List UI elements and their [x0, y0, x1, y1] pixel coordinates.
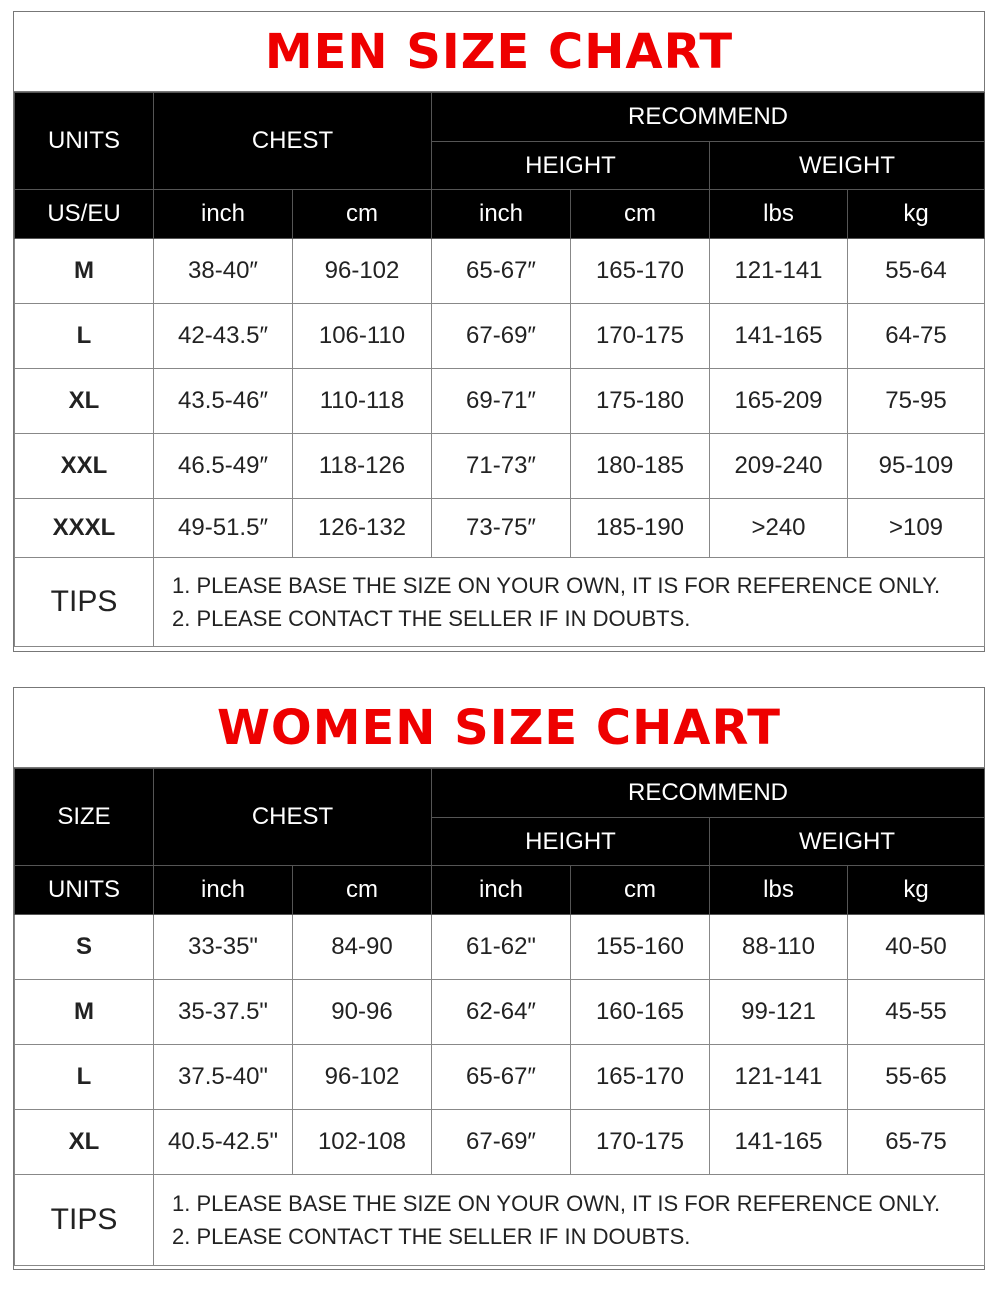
height-inch-cell: 62-64″: [432, 980, 571, 1045]
height-inch-cell: 67-69″: [432, 304, 571, 369]
height-cm-cell: 180-185: [571, 434, 710, 499]
table-row: [15, 980, 985, 1045]
unit-header: lbs: [710, 866, 848, 915]
table-row: [15, 499, 985, 558]
size-cell: S: [15, 915, 154, 980]
chest-cm-cell: 90-96: [293, 980, 432, 1045]
unit-header: cm: [293, 190, 432, 239]
tip-line: 2. PLEASE CONTACT THE SELLER IF IN DOUBTS.: [172, 1224, 691, 1249]
weight-lbs-cell: 99-121: [710, 980, 848, 1045]
height-header: HEIGHT: [432, 818, 710, 866]
table-row: [15, 369, 985, 434]
weight-lbs-cell: >240: [710, 499, 848, 558]
weight-kg-cell: >109: [848, 499, 985, 558]
size-cell: XL: [15, 1110, 154, 1175]
table-row: [15, 239, 985, 304]
men-size-table: [14, 92, 985, 647]
chest-cm-cell: 126-132: [293, 499, 432, 558]
tip-line: 2. PLEASE CONTACT THE SELLER IF IN DOUBTS.: [172, 606, 691, 631]
tip-line: 1. PLEASE BASE THE SIZE ON YOUR OWN, IT IS FOR REFERENCE ONLY.: [172, 573, 941, 598]
chest-inch-cell: 37.5-40": [154, 1045, 293, 1110]
height-inch-cell: 69-71″: [432, 369, 571, 434]
weight-kg-cell: 75-95: [848, 369, 985, 434]
unit-header: kg: [848, 190, 985, 239]
chest-inch-cell: 35-37.5": [154, 980, 293, 1045]
tips-label: TIPS: [15, 558, 154, 647]
chest-cm-cell: 84-90: [293, 915, 432, 980]
table-row: [15, 1045, 985, 1110]
table-row: [15, 304, 985, 369]
tips-text: [154, 558, 985, 647]
weight-kg-cell: 55-64: [848, 239, 985, 304]
height-cm-cell: 170-175: [571, 1110, 710, 1175]
height-cm-cell: 160-165: [571, 980, 710, 1045]
height-cm-cell: 155-160: [571, 915, 710, 980]
units-header: UNITS: [15, 93, 154, 190]
unit-header: inch: [154, 190, 293, 239]
chest-cm-cell: 96-102: [293, 239, 432, 304]
tips-row: [15, 1175, 985, 1266]
chest-inch-cell: 43.5-46″: [154, 369, 293, 434]
women-chart-title: WOMEN SIZE CHART: [14, 688, 984, 768]
tips-label: TIPS: [15, 1175, 154, 1266]
tips-row: [15, 558, 985, 647]
chest-cm-cell: 118-126: [293, 434, 432, 499]
table-row: [15, 1110, 985, 1175]
height-cm-cell: 185-190: [571, 499, 710, 558]
women-size-table: [14, 768, 985, 1266]
chest-inch-cell: 38-40″: [154, 239, 293, 304]
chest-cm-cell: 106-110: [293, 304, 432, 369]
chest-cm-cell: 96-102: [293, 1045, 432, 1110]
weight-kg-cell: 55-65: [848, 1045, 985, 1110]
height-cm-cell: 175-180: [571, 369, 710, 434]
recommend-header: RECOMMEND: [432, 93, 985, 142]
unit-header: cm: [293, 866, 432, 915]
height-inch-cell: 73-75″: [432, 499, 571, 558]
weight-header: WEIGHT: [710, 818, 985, 866]
region-header: US/EU: [15, 190, 154, 239]
weight-lbs-cell: 165-209: [710, 369, 848, 434]
weight-header: WEIGHT: [710, 142, 985, 190]
unit-header: cm: [571, 190, 710, 239]
size-cell: L: [15, 1045, 154, 1110]
chest-inch-cell: 46.5-49″: [154, 434, 293, 499]
unit-header: inch: [432, 190, 571, 239]
unit-header: inch: [154, 866, 293, 915]
size-cell: L: [15, 304, 154, 369]
men-chart-title: MEN SIZE CHART: [14, 12, 984, 92]
unit-header: cm: [571, 866, 710, 915]
weight-kg-cell: 65-75: [848, 1110, 985, 1175]
unit-header: inch: [432, 866, 571, 915]
tip-line: 1. PLEASE BASE THE SIZE ON YOUR OWN, IT IS FOR REFERENCE ONLY.: [172, 1191, 941, 1216]
unit-header: lbs: [710, 190, 848, 239]
table-row: [15, 434, 985, 499]
weight-lbs-cell: 141-165: [710, 304, 848, 369]
recommend-header: RECOMMEND: [432, 769, 985, 818]
weight-kg-cell: 64-75: [848, 304, 985, 369]
chest-cm-cell: 110-118: [293, 369, 432, 434]
weight-lbs-cell: 121-141: [710, 1045, 848, 1110]
height-inch-cell: 65-67″: [432, 1045, 571, 1110]
chest-header: CHEST: [154, 769, 432, 866]
weight-lbs-cell: 209-240: [710, 434, 848, 499]
chest-inch-cell: 42-43.5″: [154, 304, 293, 369]
height-inch-cell: 71-73″: [432, 434, 571, 499]
height-cm-cell: 170-175: [571, 304, 710, 369]
women-size-chart: [13, 687, 985, 1270]
weight-lbs-cell: 88-110: [710, 915, 848, 980]
weight-kg-cell: 95-109: [848, 434, 985, 499]
chest-header: CHEST: [154, 93, 432, 190]
size-cell: XXL: [15, 434, 154, 499]
weight-kg-cell: 40-50: [848, 915, 985, 980]
height-inch-cell: 67-69″: [432, 1110, 571, 1175]
unit-header: kg: [848, 866, 985, 915]
height-cm-cell: 165-170: [571, 239, 710, 304]
height-inch-cell: 61-62": [432, 915, 571, 980]
weight-lbs-cell: 121-141: [710, 239, 848, 304]
size-cell: XL: [15, 369, 154, 434]
height-header: HEIGHT: [432, 142, 710, 190]
weight-lbs-cell: 141-165: [710, 1110, 848, 1175]
size-cell: M: [15, 980, 154, 1045]
units-header: UNITS: [15, 866, 154, 915]
chest-inch-cell: 33-35": [154, 915, 293, 980]
chest-inch-cell: 49-51.5″: [154, 499, 293, 558]
size-cell: M: [15, 239, 154, 304]
men-size-chart: [13, 11, 985, 652]
table-row: [15, 915, 985, 980]
size-header: SIZE: [15, 769, 154, 866]
chest-inch-cell: 40.5-42.5": [154, 1110, 293, 1175]
weight-kg-cell: 45-55: [848, 980, 985, 1045]
height-inch-cell: 65-67″: [432, 239, 571, 304]
chest-cm-cell: 102-108: [293, 1110, 432, 1175]
tips-text: [154, 1175, 985, 1266]
size-cell: XXXL: [15, 499, 154, 558]
height-cm-cell: 165-170: [571, 1045, 710, 1110]
